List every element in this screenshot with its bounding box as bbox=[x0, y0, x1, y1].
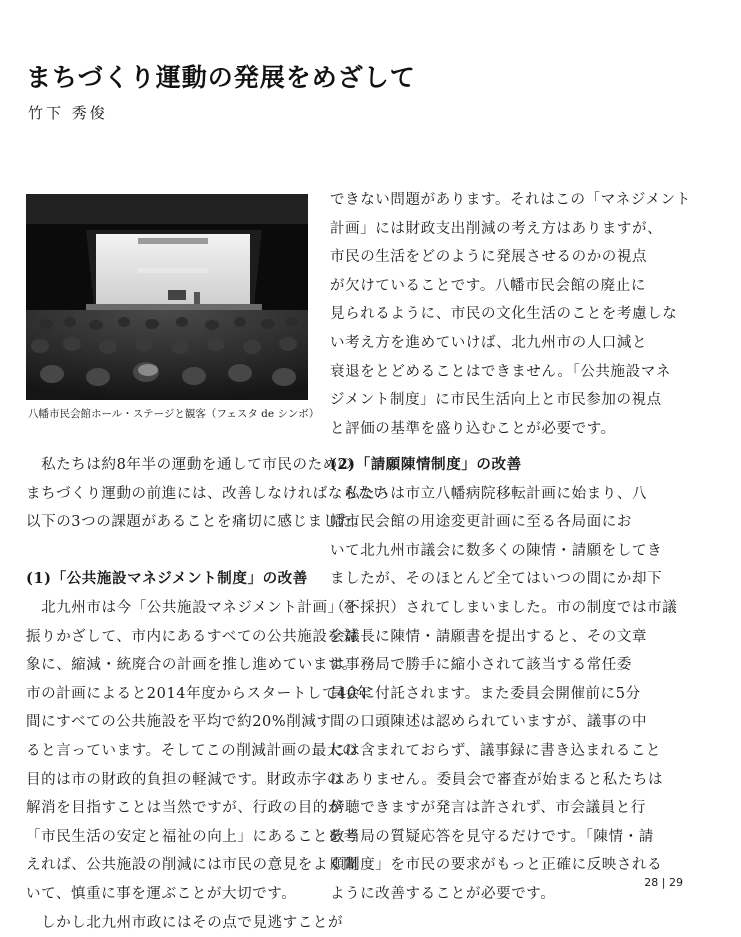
text-line: はありません。委員会で審査が始まると私たちは bbox=[330, 766, 677, 795]
text-line: は事務局で勝手に縮小されて該当する常任委 bbox=[330, 651, 677, 680]
text-line: 北九州市は今「公共施設マネジメント計画」を bbox=[26, 594, 388, 623]
text-line: 目的は市の財政的負担の軽減です。財政赤字の bbox=[26, 766, 388, 795]
text-line: 計画」には財政支出削減の考え方はありますが、 bbox=[330, 215, 691, 244]
text-line: 解消を目指すことは当然ですが、行政の目的が bbox=[26, 794, 388, 823]
text-line: 幡市民会館の用途変更計画に至る各局面にお bbox=[330, 508, 677, 537]
text-line: 私たちは市立八幡病院移転計画に始まり、八 bbox=[330, 480, 677, 509]
page-numbers: 28 | 29 bbox=[644, 876, 683, 889]
text-line: （不採択）されてしまいました。市の制度では市議 bbox=[330, 594, 677, 623]
text-line: には含まれておらず、議事録に書き込まれること bbox=[330, 737, 677, 766]
text-line: いて、慎重に事を運ぶことが大切です。 bbox=[26, 880, 388, 909]
text-line: できない問題があります。それはこの「マネジメント bbox=[330, 186, 691, 215]
text-line: いて北九州市議会に数多くの陳情・請願をしてき bbox=[330, 537, 677, 566]
text-line: 見られるように、市民の文化生活のことを考慮しな bbox=[330, 300, 691, 329]
text-line: 以下の3つの課題があることを痛切に感じました。 bbox=[26, 508, 388, 537]
section-2-heading: (2)「請願陳情制度」の改善 bbox=[330, 451, 677, 480]
text-line: 員会に付託されます。また委員会開催前に5分 bbox=[330, 680, 677, 709]
text-line: 「市民生活の安定と福祉の向上」にあることを考 bbox=[26, 823, 388, 852]
text-line: 衰退をとどめることはできません。「公共施設マネ bbox=[330, 358, 691, 387]
right-column-top bbox=[330, 186, 691, 443]
text-line: い考え方を進めていけば、北九州市の人口減と bbox=[330, 329, 691, 358]
photo-caption: 八幡市民会館ホール・ステージと観客（フェスタ de シンボ） bbox=[28, 406, 319, 421]
text-line: しかし北九州市政にはその点で見逃すことが bbox=[26, 909, 388, 937]
right-column bbox=[330, 451, 677, 909]
section-1-heading: (1)「公共施設マネジメント制度」の改善 bbox=[26, 565, 388, 594]
text-line: えれば、公共施設の削減には市民の意見をよく聞 bbox=[26, 851, 388, 880]
text-line: ように改善することが必要です。 bbox=[330, 880, 677, 909]
text-line: と評価の基準を盛り込むことが必要です。 bbox=[330, 415, 691, 444]
text-line: 間にすべての公共施設を平均で約20%削減す bbox=[26, 708, 388, 737]
text-line: ると言っています。そしてこの削減計画の最大の bbox=[26, 737, 388, 766]
text-line: 傍聴できますが発言は許されず、市会議員と行 bbox=[330, 794, 677, 823]
text-line: 市の計画によると2014年度からスタートして40年 bbox=[26, 680, 388, 709]
text-line: 会議長に陳情・請願書を提出すると、その文章 bbox=[330, 623, 677, 652]
text-line: 私たちは約8年半の運動を通して市民のための bbox=[26, 451, 388, 480]
text-line: 願制度」を市民の要求がもっと正確に反映される bbox=[330, 851, 677, 880]
author-name: 竹下 秀俊 bbox=[28, 102, 108, 123]
text-line: 振りかざして、市内にあるすべての公共施設を対 bbox=[26, 623, 388, 652]
text-line: まちづくり運動の前進には、改善しなければならない bbox=[26, 480, 388, 509]
text-line: 象に、縮減・統廃合の計画を推し進めています。 bbox=[26, 651, 388, 680]
text-line: 間の口頭陳述は認められていますが、議事の中 bbox=[330, 708, 677, 737]
text-line: が欠けていることです。八幡市民会館の廃止に bbox=[330, 272, 691, 301]
concert-hall-photo bbox=[26, 194, 308, 400]
text-line: ましたが、そのほとんど全てはいつの間にか却下 bbox=[330, 565, 677, 594]
article-title: まちづくり運動の発展をめざして bbox=[26, 58, 416, 94]
text-line: 市民の生活をどのように発展させるのかの視点 bbox=[330, 243, 691, 272]
text-line: ジメント制度」に市民生活向上と市民参加の視点 bbox=[330, 386, 691, 415]
text-line: 政当局の質疑応答を見守るだけです。「陳情・請 bbox=[330, 823, 677, 852]
